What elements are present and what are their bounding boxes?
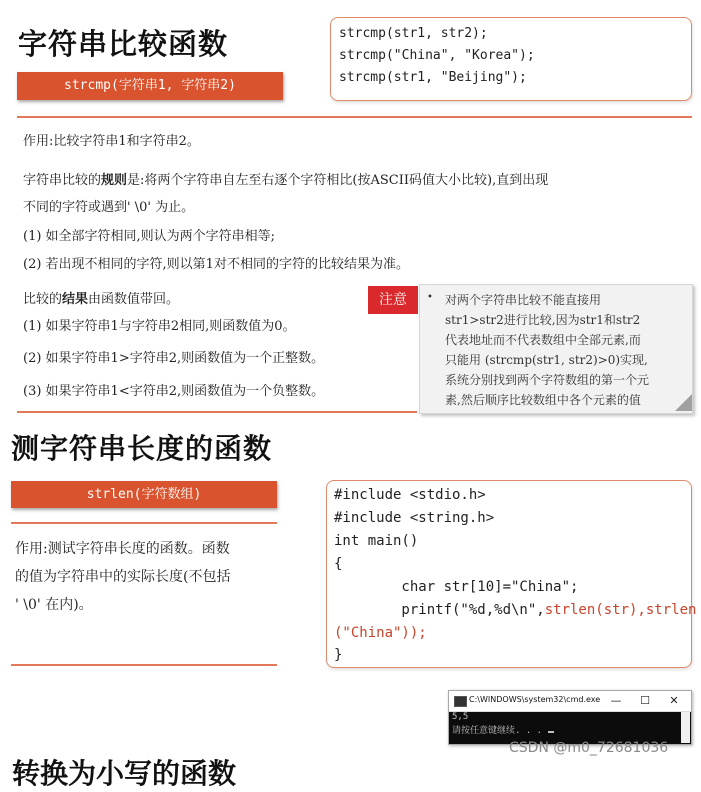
strcmp-syntax-label: strcmp(字符串1, 字符串2) [17,72,283,100]
strlen-syntax-label: strlen(字符数组) [11,481,277,508]
code-line [334,602,696,618]
console-output-text: 请按任意键继续. . . [452,726,548,736]
watermark: CSDN @m0_72681036 [509,740,669,756]
code-line: { [334,556,343,572]
note-bullet: • [427,292,433,303]
note-line: 素,然后顺序比较数组中各个元素的值 [445,393,641,407]
next-section-title-partial: 转换为小写的函数 [12,757,237,790]
code-line: #include <stdio.h> [334,487,486,503]
strcmp-purpose: 作用:比较字符串1和字符串2。 [23,134,200,149]
console-title: C:\WINDOWS\system32\cmd.exe [469,695,601,704]
code-line: #include <string.h> [334,510,495,526]
note-line: 系统分别找到两个字符数组的第一个元 [445,373,650,387]
strcmp-result-item: (2) 如果字符串1>字符串2,则函数值为一个正整数。 [23,351,325,366]
console-window[interactable] [448,690,692,745]
code-line: int main() [334,533,419,549]
code-line: strcmp("China", "Korea"); [339,48,535,63]
maximize-button[interactable]: ☐ [640,694,650,707]
rule-prefix: 字符串比较的 [23,173,102,188]
result-prefix: 比较的 [23,292,63,307]
note-line: 对两个字符串比较不能直接用 [445,293,602,307]
strcmp-result-intro [23,288,179,307]
strlen-purpose-line: ' \0' 在内)。 [15,597,93,613]
strcmp-result-item: (1) 如果字符串1与字符串2相同,则函数值为0。 [23,319,296,334]
divider [11,664,277,666]
code-segment: printf("%d,%d\n", [334,602,545,618]
note-fold-corner [675,394,692,411]
code-line: strcmp(str1, "Beijing"); [339,70,527,85]
note-line: 代表地址而不代表数组中全部元素,而 [445,333,641,347]
note-line: 只能用 (strcmp(str1, str2)>0)实现, [445,353,648,367]
strcmp-rule-line1 [23,169,548,188]
strcmp-rule-item: (1) 如全部字符相同,则认为两个字符串相等; [23,229,276,244]
rule-suffix: 是:将两个字符串自左至右逐个字符相比(按ASCII码值大小比较),直到出现 [127,173,549,188]
code-segment-highlight: strlen(str),strlen [544,602,697,618]
section-title-strcmp: 字符串比较函数 [18,27,229,61]
strcmp-rule-item: (2) 若出现不相同的字符,则以第1对不相同的字符的比较结果为准。 [23,257,409,272]
console-output-line [452,723,554,736]
strcmp-rule-line2: 不同的字符或遇到' \0' 为止。 [23,200,195,215]
result-bold: 结果 [62,292,89,307]
strcmp-result-item: (3) 如果字符串1<字符串2,则函数值为一个负整数。 [23,384,325,399]
code-line: } [334,647,343,663]
console-scrollbar[interactable] [681,712,690,743]
result-suffix: 由函数值带回。 [88,292,180,307]
rule-bold: 规则 [101,173,128,188]
strlen-purpose-line: 作用:测试字符串长度的函数。函数 [15,541,230,557]
note-tag: 注意 [368,286,418,314]
console-title-bar[interactable] [449,691,691,712]
cmd-icon [454,696,467,707]
divider [17,411,417,413]
strlen-code-box [326,480,697,668]
console-output-line: 5,5 [452,712,469,722]
code-line: char str[10]="China"; [334,579,579,595]
note-line: str1>str2进行比较,因为str1和str2 [445,313,641,327]
close-button[interactable]: ✕ [669,694,679,707]
strlen-purpose-line: 的值为字符串中的实际长度(不包括 [15,569,231,585]
strcmp-code-box [330,17,692,101]
minimize-button[interactable]: — [610,694,622,707]
divider [17,116,692,118]
cursor-icon [548,731,554,733]
divider [11,522,277,524]
section-title-strlen: 测字符串长度的函数 [11,432,273,465]
code-line: strcmp(str1, str2); [339,26,488,41]
code-line-highlight: ("China")); [334,625,427,641]
